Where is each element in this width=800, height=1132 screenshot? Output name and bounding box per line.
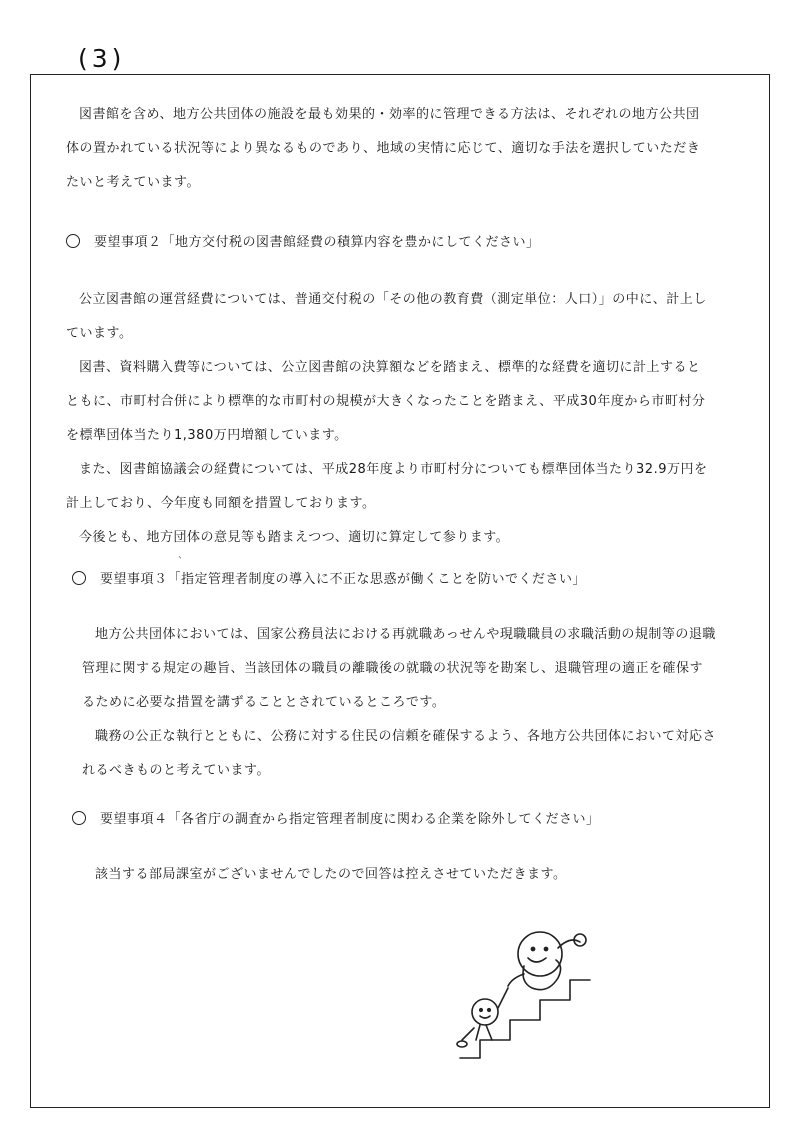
request-3-body — [82, 618, 716, 788]
circle-bullet-icon — [72, 811, 86, 825]
request-2-paragraph-2: 図書、資料購入費等については、公立図書館の決算額などを踏まえ、標準的な経費を適切に計上するとともに、市町村合併により標準的な市町村の規模が大きくなったことを踏まえ、平成30年度から市町村分を標準団体当たり1,380万円増額しています。 — [66, 360, 706, 443]
request-3-heading-text: 要望事項３「指定管理者制度の導入に不正な思惑が働くことを防いでください」 — [100, 572, 587, 587]
stairs-shape — [460, 980, 590, 1058]
circle-bullet-icon — [66, 234, 80, 248]
request-4-body — [82, 858, 716, 892]
intro-section — [66, 98, 712, 200]
circle-bullet-icon — [72, 571, 86, 585]
large-character-smile — [528, 958, 546, 962]
request-3-paragraph-2: 職務の公正な執行とともに、公務に対する住民の信頼を確保するよう、各地方公共団体において対応されるべきものと考えています。 — [82, 729, 717, 778]
stray-mark: 、 — [178, 550, 188, 561]
small-character-smile — [480, 1016, 490, 1018]
request-4-paragraph-1: 該当する部局課室がございませんでしたので回答は控えさせていただきます。 — [95, 867, 567, 882]
request-3-paragraph-1: 地方公共団体においては、国家公務員法における再就職あっせんや現職職員の求職活動の規制等の退職管理に関する規定の趣旨、当該団体の職員の離職後の就職の状況等を勘案し、退職管理の適正を確保するために必要な措置を講ずることとされているところです。 — [82, 627, 716, 710]
large-character-eye — [544, 947, 547, 950]
large-character-arm-reaching — [508, 974, 524, 986]
request-3-heading — [72, 568, 586, 587]
small-character-arm-reaching — [498, 988, 508, 1008]
large-character-head-icon — [518, 932, 562, 976]
request-2-paragraph-1: 公立図書館の運営経費については、普通交付税の「その他の教育費（測定単位：人口）」の中に、計上しています。 — [66, 292, 707, 341]
request-2-heading-text: 要望事項２「地方交付税の図書館経費の積算内容を豊かにしてください」 — [94, 235, 540, 250]
page-number: (3) — [78, 44, 126, 73]
request-4-heading-text: 要望事項４「各省庁の調査から指定管理者制度に関わる企業を除外してください」 — [100, 812, 600, 827]
mascot-stairs-illustration — [440, 908, 620, 1068]
request-4-heading — [72, 808, 600, 827]
intro-paragraph: 図書館を含め、地方公共団体の施設を最も効果的・効率的に管理できる方法は、それぞれの地方公共団体の置かれている状況等により異なるものであり、地域の実情に応じて、適切な手法を選択していただきたいと考えています。 — [66, 107, 701, 190]
request-2-heading — [66, 231, 540, 250]
small-character-eye — [480, 1009, 483, 1012]
large-character-eye — [531, 947, 534, 950]
request-2-paragraph-4: 今後とも、地方団体の意見等も踏まえつつ、適切に算定して参ります。 — [79, 530, 510, 545]
page-frame — [30, 74, 770, 1108]
small-character-limbs — [462, 1025, 492, 1040]
request-2-paragraph-3: また、図書館協議会の経費については、平成28年度より市町村分についても標準団体当たり32.9万円を計上しており、今年度も同額を措置しております。 — [66, 462, 708, 511]
small-character-head-icon — [472, 999, 498, 1025]
large-character-body — [523, 960, 561, 990]
small-character-eye — [488, 1009, 491, 1012]
small-character-foot — [457, 1041, 467, 1047]
request-2-body — [66, 283, 712, 555]
